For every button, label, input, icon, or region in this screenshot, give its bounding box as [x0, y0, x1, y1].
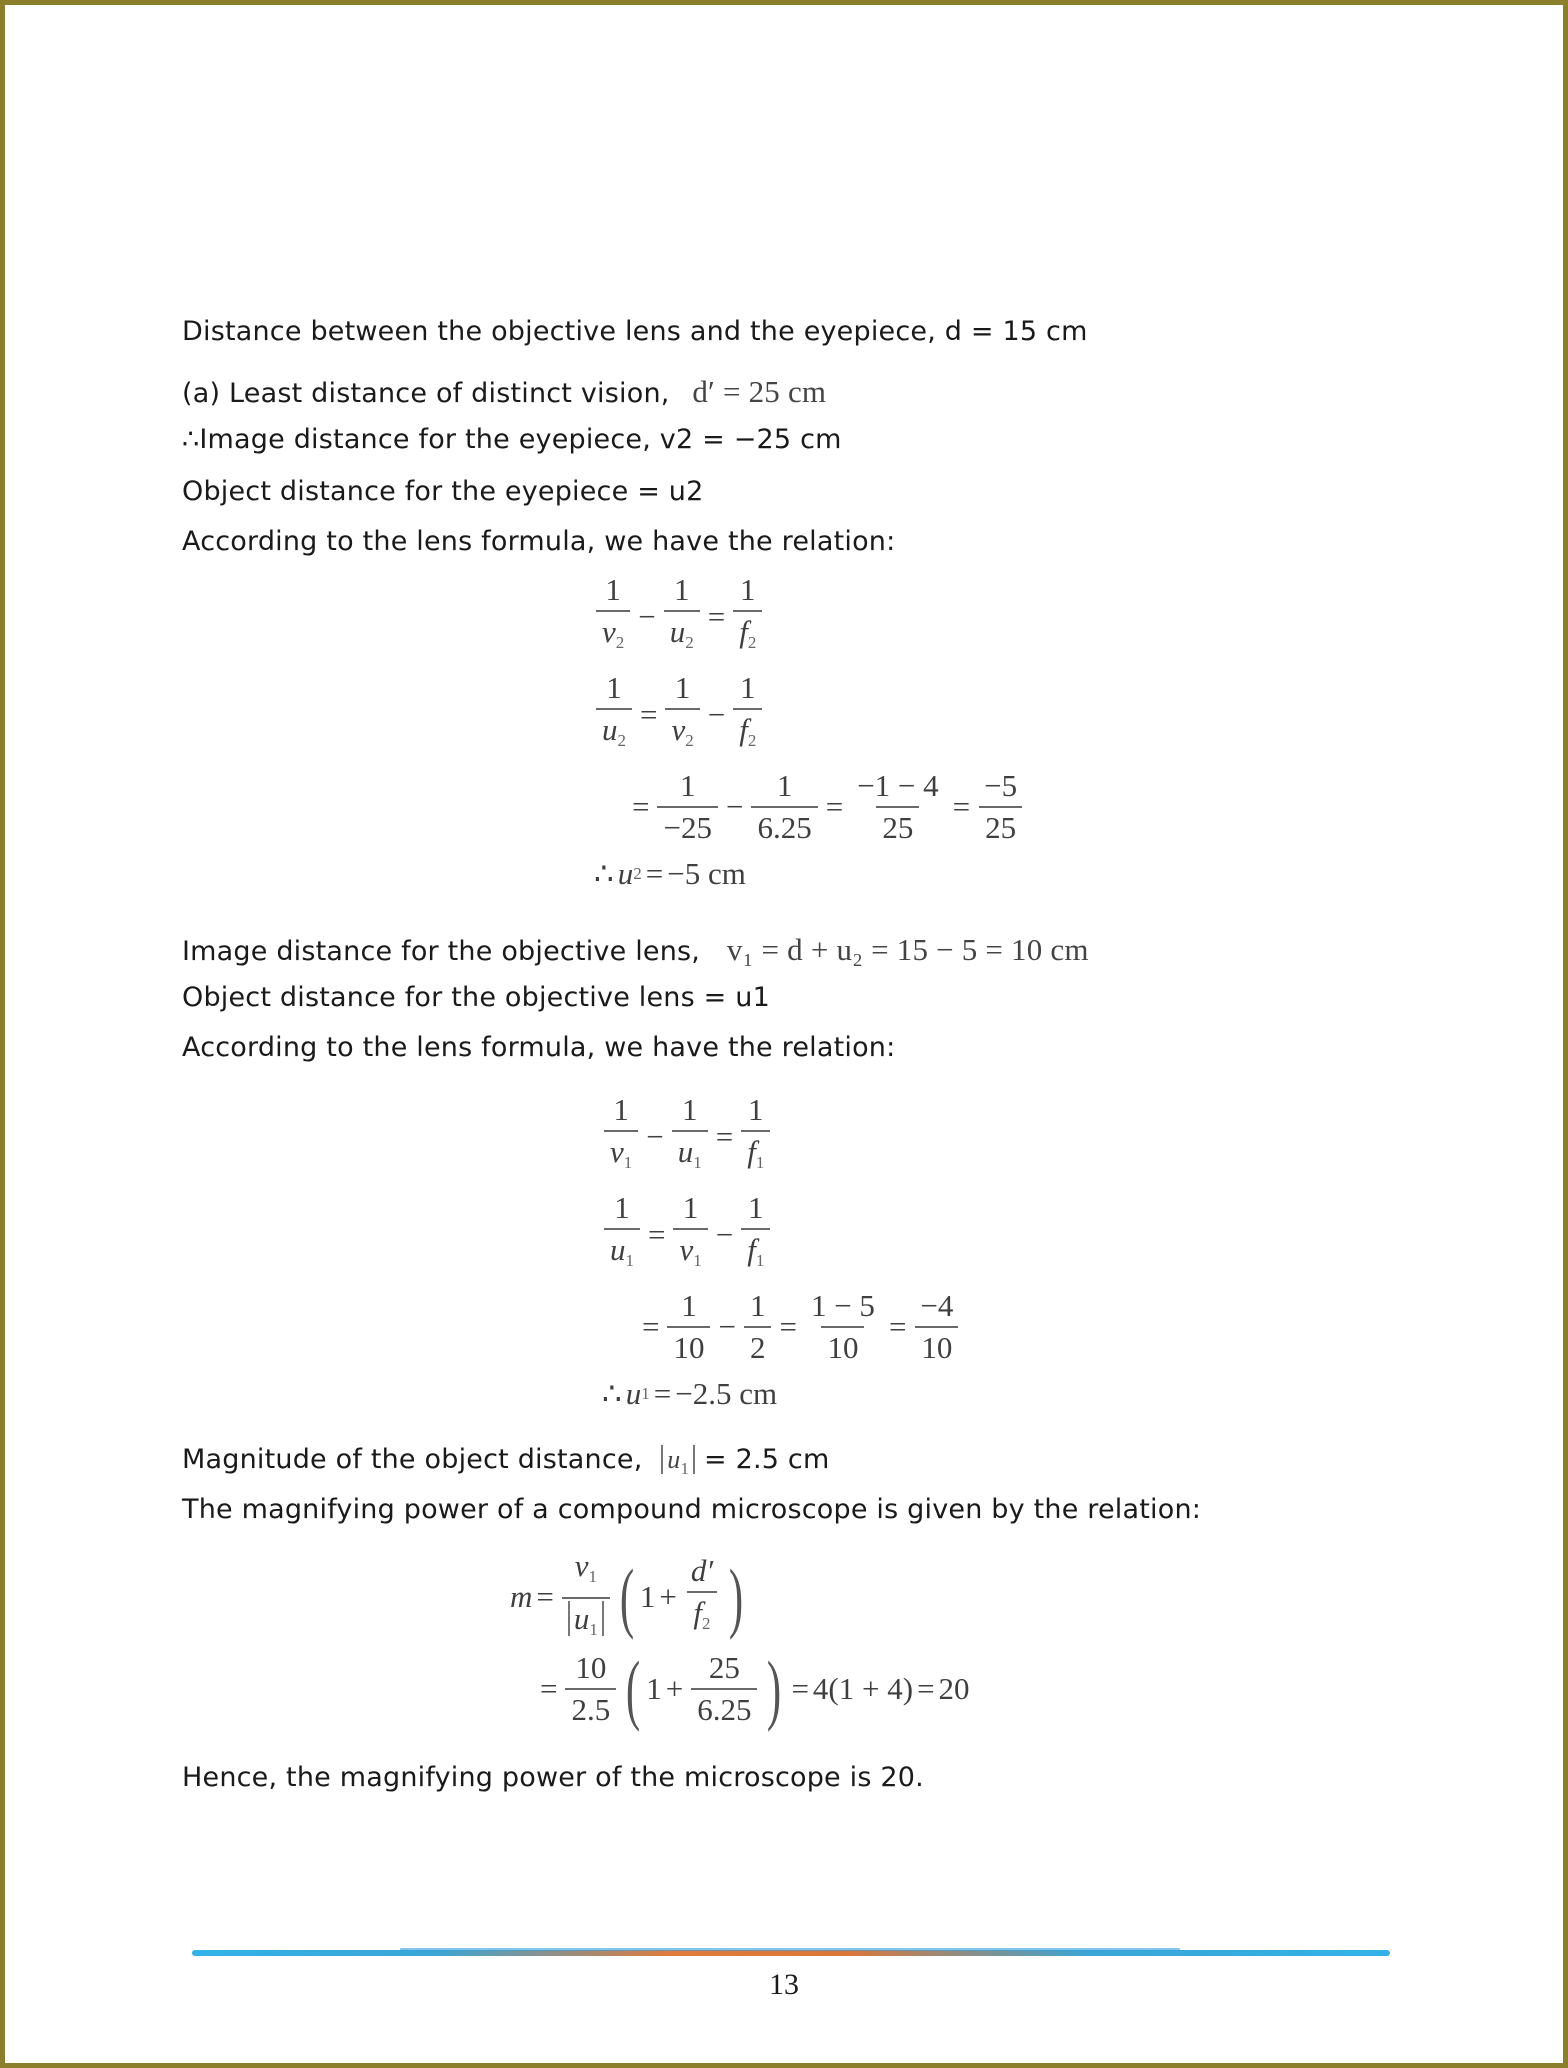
equation-eyepiece-1: $\frac{1}{v_2}$ − $\frac{1}{u_2}$ = $\frac{1}{f_2}$: [592, 572, 766, 661]
lens-formula-intro-2: According to the lens formula, we have the relation:: [182, 1032, 896, 1063]
magnifying-relation-line: The magnifying power of a compound microscope is given by the relation:: [182, 1494, 1202, 1525]
magnitude-label: Magnitude of the object distance,: [182, 1444, 643, 1475]
equation-eyepiece-3: = $\frac{1}{-25}$ − $\frac{1}{6.25}$ = $\frac{-1 - 4}{25}$ = $\frac{-5}{25}$: [628, 768, 1027, 846]
abs-u1: $u_1$: [661, 1445, 695, 1474]
lens-formula-intro-1: According to the lens formula, we have the relation:: [182, 526, 896, 557]
equation-objective-result: ∴ u 1 = −2.5 cm: [602, 1376, 778, 1411]
equation-objective-3: = $\frac{1}{10}$ − $\frac{1}{2}$ = $\frac{1 - 5}{10}$ = $\frac{-4}{10}$: [638, 1288, 963, 1366]
footer-divider-highlight: [400, 1948, 1180, 1951]
equation-magnification-1: m = $\frac{v_1}{u_1}$ ( 1 + $\frac{d'}{f_2}$ ): [510, 1548, 749, 1646]
object-distance-objective-line: Object distance for the objective lens = u1: [182, 982, 770, 1013]
equation-objective-2: $\frac{1}{u_1}$ = $\frac{1}{v_1}$ − $\frac{1}{f_1}$: [600, 1190, 774, 1279]
image-distance-objective-label: Image distance for the objective lens,: [182, 936, 701, 967]
magnitude-value: = 2.5 cm: [704, 1444, 830, 1475]
least-distance-value: d′ = 25 cm: [692, 374, 827, 409]
least-distance-line: [182, 374, 826, 410]
distance-between-line: Distance between the objective lens and the eyepiece, d = 15 cm: [182, 316, 1088, 347]
magnitude-line: [182, 1444, 829, 1485]
least-distance-label: (a) Least distance of distinct vision,: [182, 378, 670, 409]
object-distance-eyepiece-line: Object distance for the eyepiece = u2: [182, 476, 704, 507]
conclusion-line: Hence, the magnifying power of the microscope is 20.: [182, 1762, 924, 1793]
image-distance-objective-line: [182, 932, 1089, 968]
page-number: 13: [769, 1968, 799, 2001]
image-distance-objective-value: v₁ = d + u₂ = 15 − 5 = 10 cm: [726, 932, 1089, 967]
equation-eyepiece-result: ∴ u 2 = −5 cm: [594, 856, 746, 891]
equation-eyepiece-2: $\frac{1}{u_2}$ = $\frac{1}{v_2}$ − $\frac{1}{f_2}$: [592, 670, 766, 759]
equation-magnification-2: = $\frac{10}{2.5}$ ( 1 + $\frac{25}{6.25}$ ) = 4(1 + 4) = 20: [540, 1645, 970, 1732]
equation-objective-1: $\frac{1}{v_1}$ − $\frac{1}{u_1}$ = $\frac{1}{f_1}$: [600, 1092, 774, 1181]
image-distance-eyepiece-line: ∴Image distance for the eyepiece, v2 = −25 cm: [182, 424, 842, 455]
